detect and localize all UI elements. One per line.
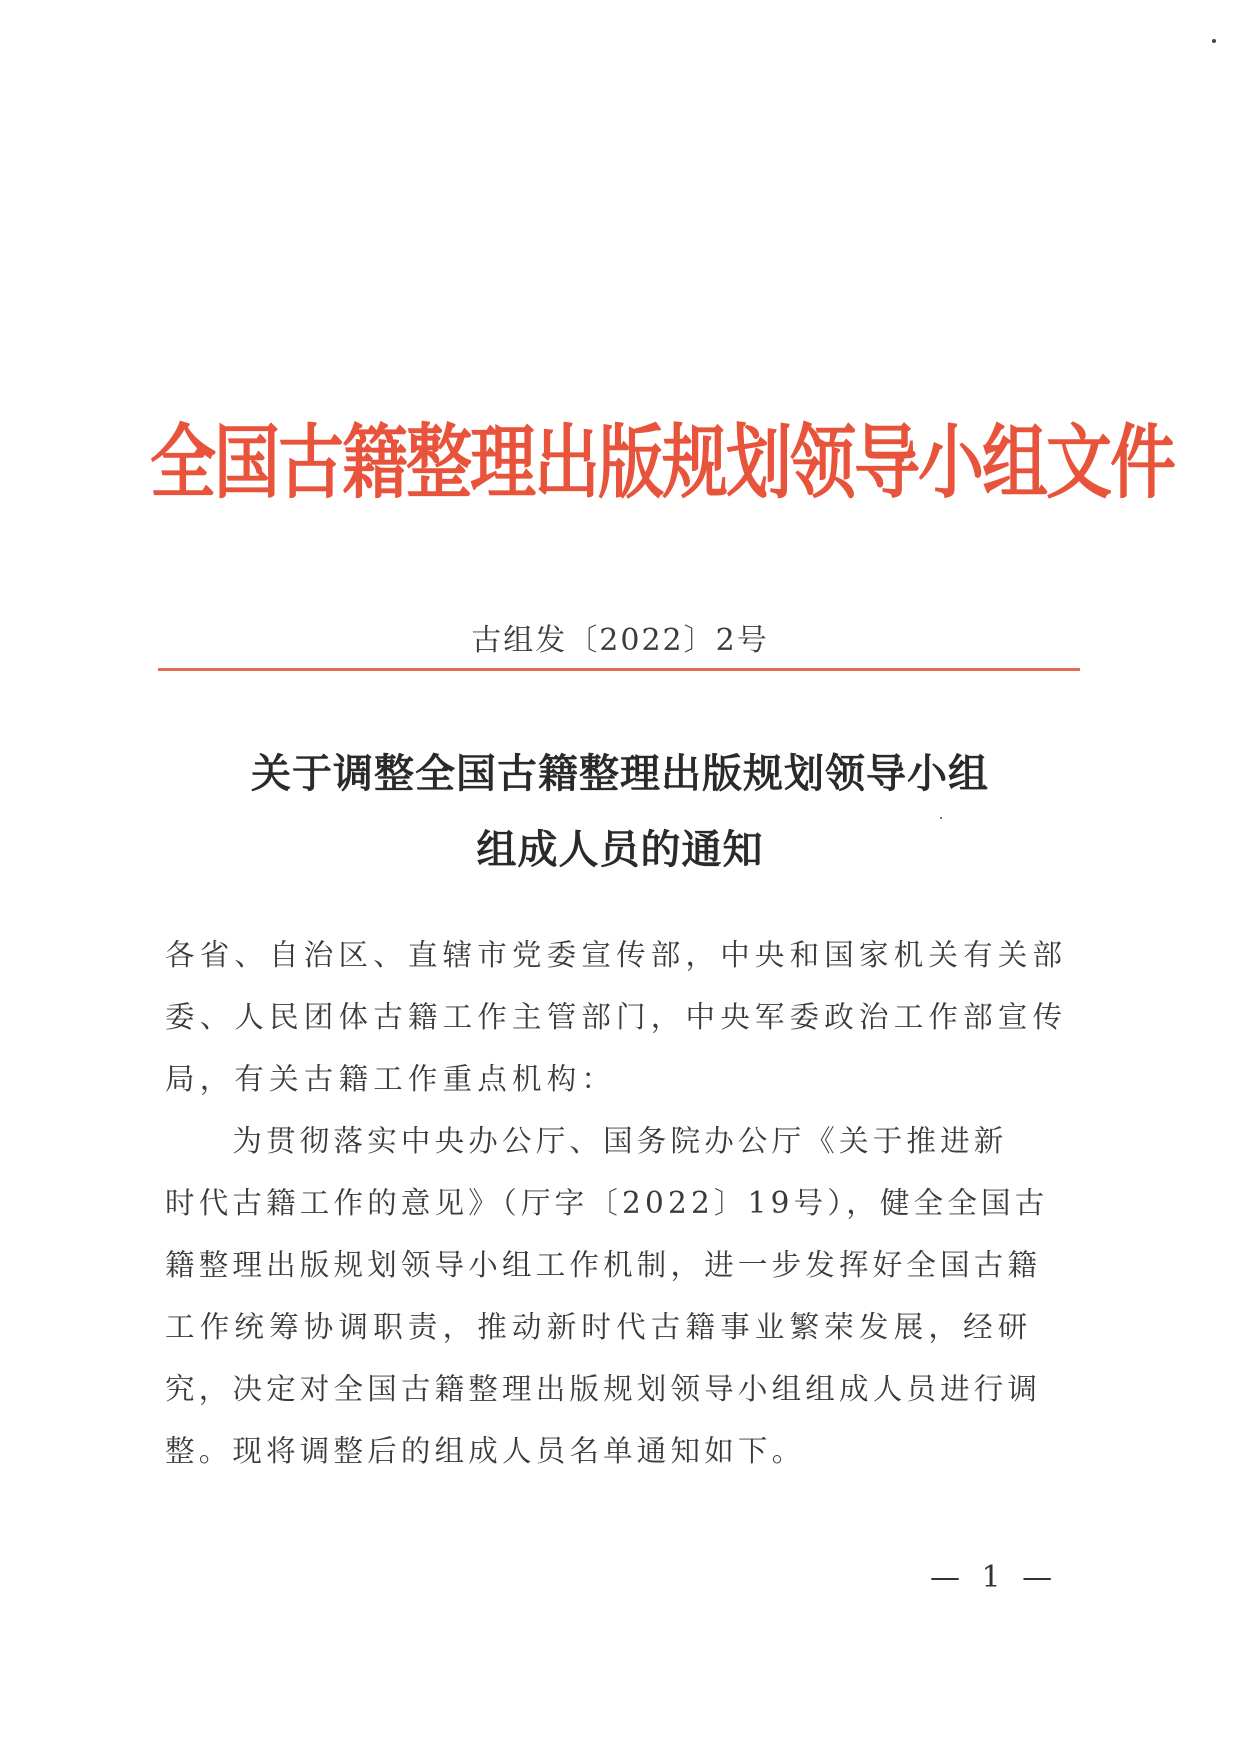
body-line-4: 为贯彻落实中央办公厅、国务院办公厅《关于推进新 (165, 1124, 1008, 1158)
document-number: 古组发〔2022〕2号 (471, 623, 769, 658)
body-line-9: 整。现将调整后的组成人员名单通知如下。 (165, 1434, 806, 1468)
body-line-7: 工作统筹协调职责，推动新时代古籍事业繁荣发展，经研 (165, 1310, 1033, 1344)
page-number: — 1 — (930, 1560, 1059, 1595)
notice-title-line-1: 关于调整全国古籍整理出版规划领导小组 (251, 750, 989, 797)
body-line-3: 局，有关古籍工作重点机构： (165, 1062, 617, 1096)
notice-title-line-2: 组成人员的通知 (476, 826, 764, 873)
body-line-5: 时代古籍工作的意见》（厅字〔2022〕19号），健全全国古 (165, 1186, 1049, 1220)
issuer-header-title: 全国古籍整理出版规划领导小组文件 (150, 416, 1174, 511)
body-line-8: 究，决定对全国古籍整理出版规划领导小组组成人员进行调 (165, 1372, 1042, 1406)
body-line-2: 委、人民团体古籍工作主管部门，中央军委政治工作部宣传 (165, 1000, 1068, 1034)
body-line-1: 各省、自治区、直辖市党委宣传部，中央和国家机关有关部 (165, 938, 1068, 972)
body-line-6: 籍整理出版规划领导小组工作机制，进一步发挥好全国古籍 (165, 1248, 1042, 1282)
red-divider-line (158, 668, 1080, 671)
scan-speck (1212, 39, 1216, 43)
